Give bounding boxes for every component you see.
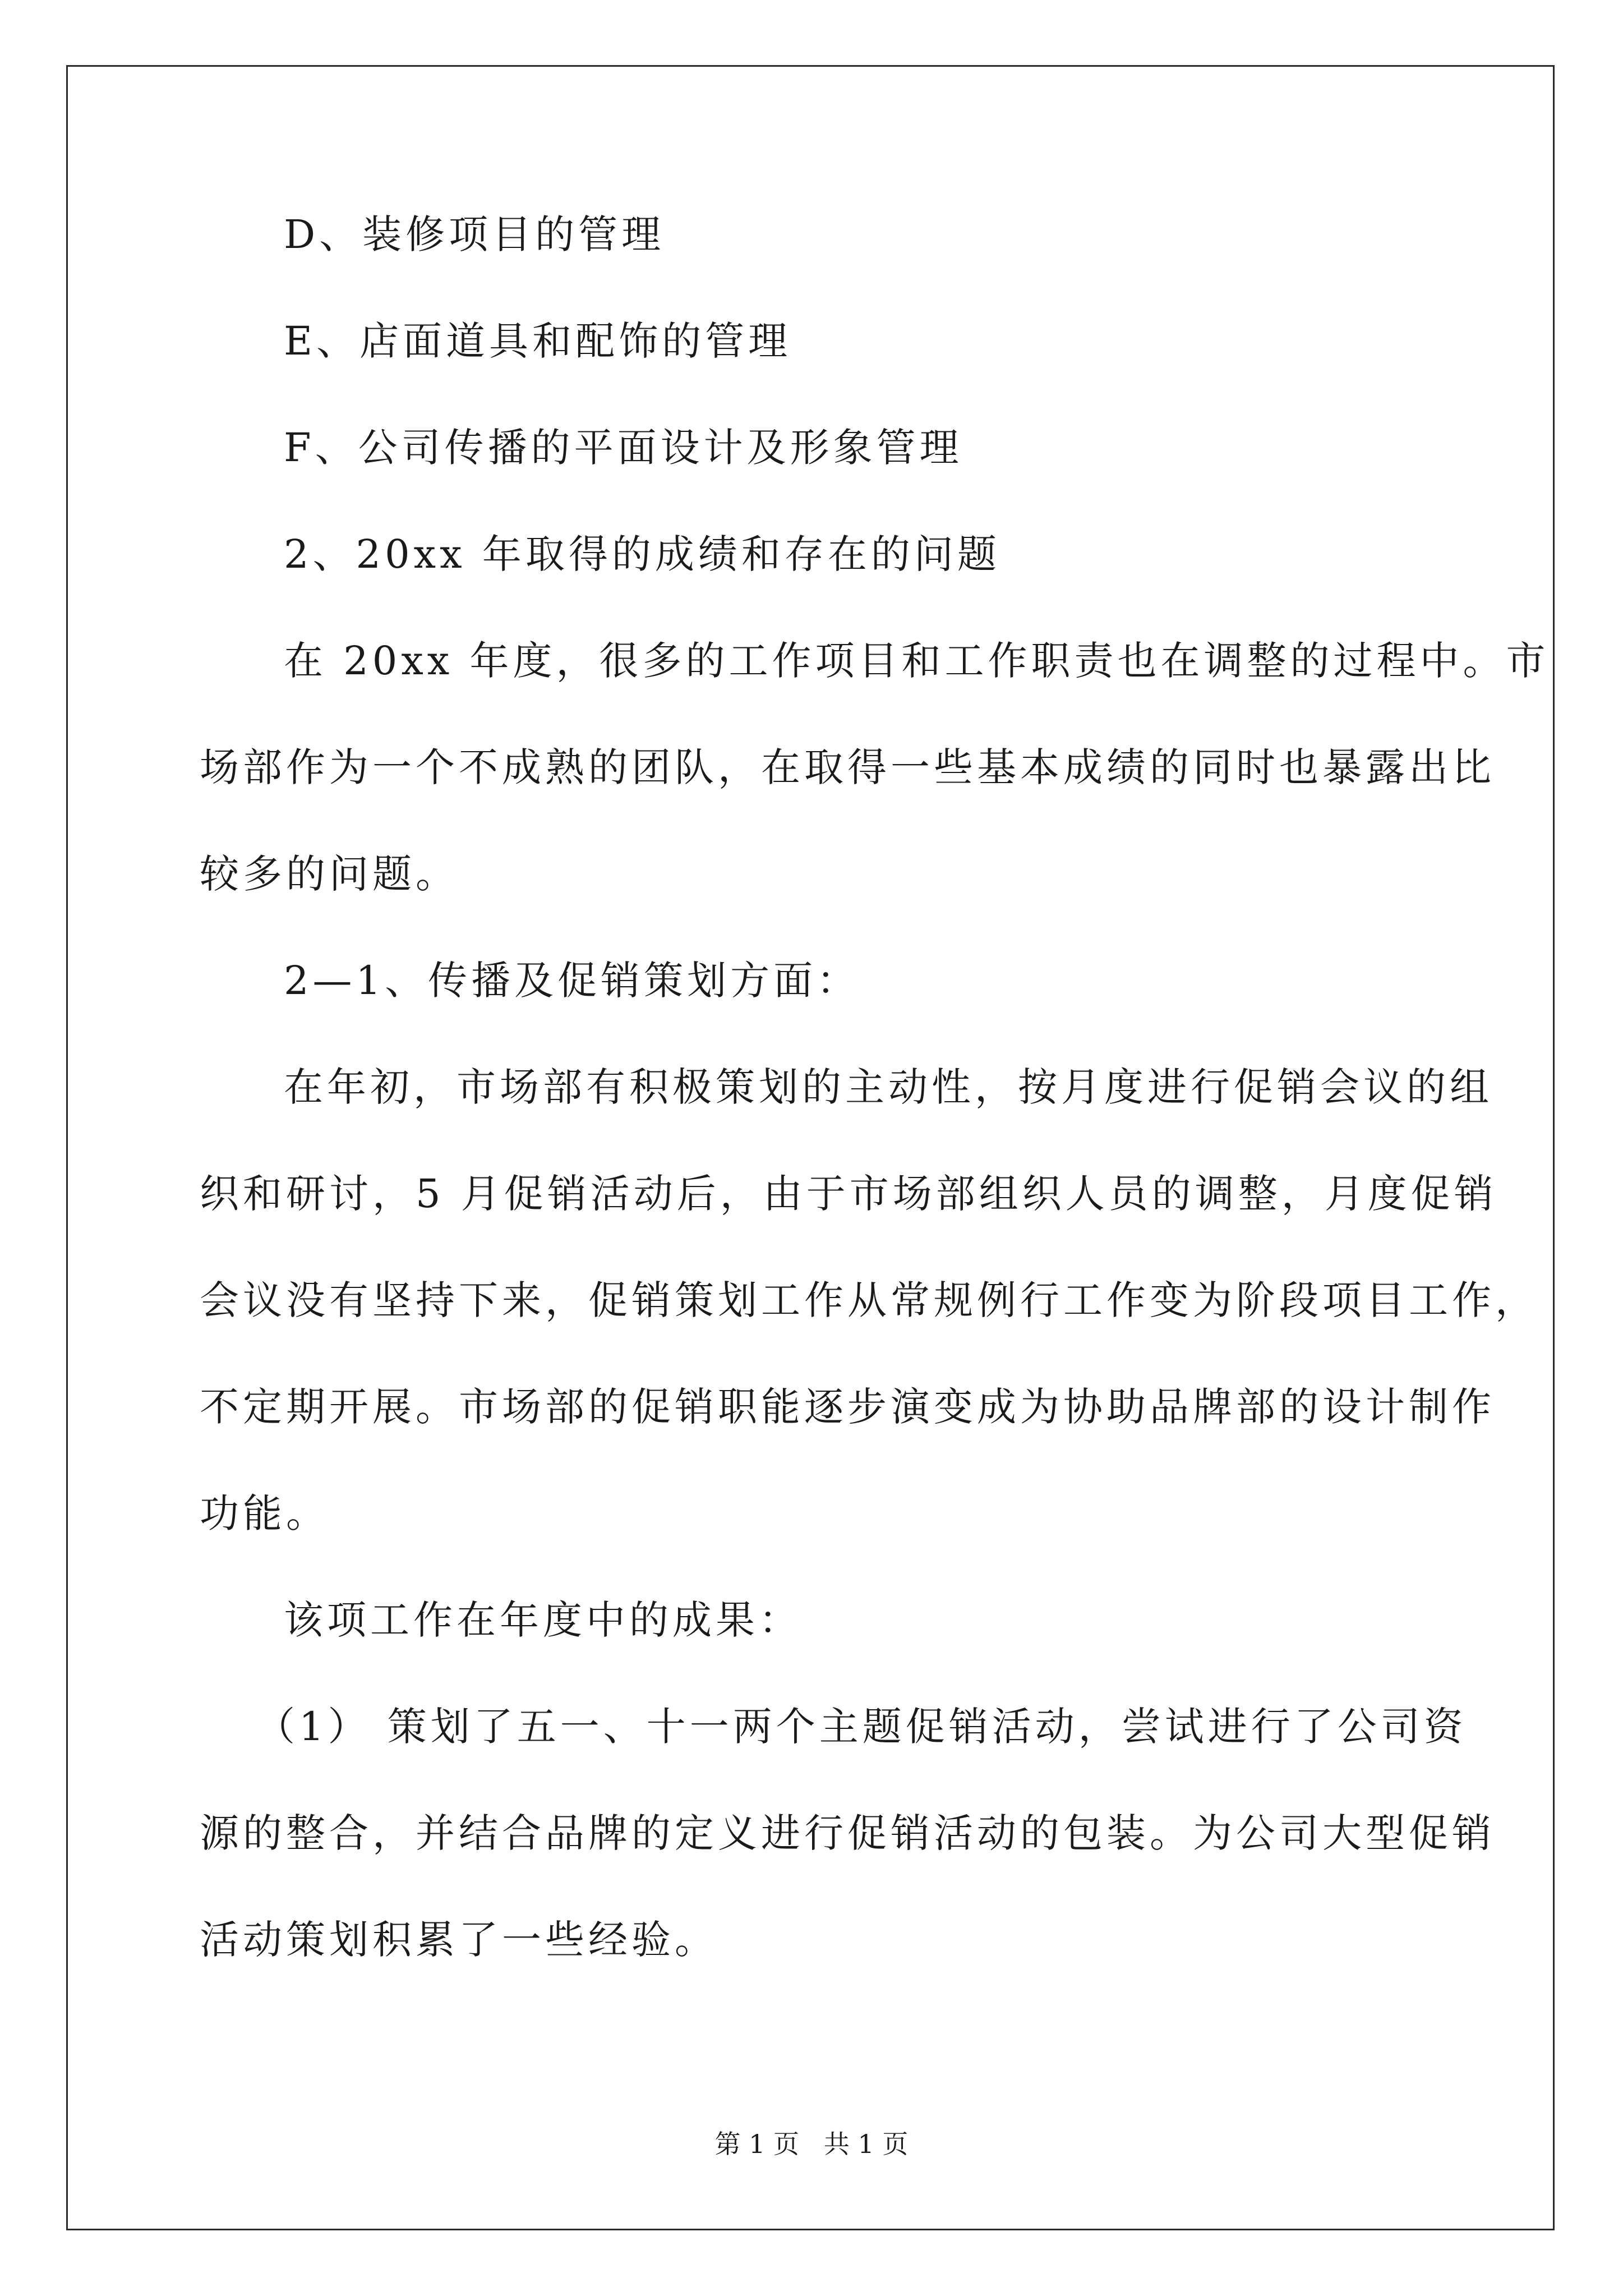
paragraph-2-line-1: 在年初，市场部有积极策划的主动性，按月度进行促销会议的组 [284, 1064, 1493, 1110]
paragraph-2-line-2: 织和研讨，5 月促销活动后，由于市场部组织人员的调整，月度促销 [200, 1171, 1497, 1217]
results-heading: 该项工作在年度中的成果： [284, 1597, 802, 1643]
list-item-d: D、装修项目的管理 [284, 211, 665, 257]
paragraph-2-line-5: 功能。 [200, 1490, 329, 1536]
result-item-1-line-1: （1） 策划了五一、十一两个主题促销活动，尝试进行了公司资 [256, 1704, 1467, 1750]
paragraph-1-line-2: 场部作为一个不成熟的团队，在取得一些基本成绩的同时也暴露出比 [200, 744, 1495, 790]
paragraph-1-line-1: 在 20xx 年度，很多的工作项目和工作职责也在调整的过程中。市 [284, 638, 1550, 684]
paragraph-1-line-3: 较多的问题。 [200, 851, 459, 897]
result-item-1-line-2: 源的整合，并结合品牌的定义进行促销活动的包装。为公司大型促销 [200, 1810, 1495, 1856]
paragraph-2-line-3: 会议没有坚持下来，促销策划工作从常规例行工作变为阶段项目工作， [200, 1277, 1538, 1323]
list-item-e: E、店面道具和配饰的管理 [284, 318, 792, 364]
paragraph-2-line-4: 不定期开展。市场部的促销职能逐步演变成为协助品牌部的设计制作 [200, 1384, 1495, 1430]
subsection-heading-2-1: 2—1、传播及促销策划方面： [284, 958, 860, 1004]
result-item-1-line-3: 活动策划积累了一些经验。 [200, 1917, 718, 1963]
page-border [66, 65, 1555, 2230]
page-footer: 第 1 页 共 1 页 [714, 2129, 909, 2159]
section-heading-2: 2、20xx 年取得的成绩和存在的问题 [284, 531, 1000, 577]
list-item-f: F、公司传播的平面设计及形象管理 [284, 425, 963, 471]
